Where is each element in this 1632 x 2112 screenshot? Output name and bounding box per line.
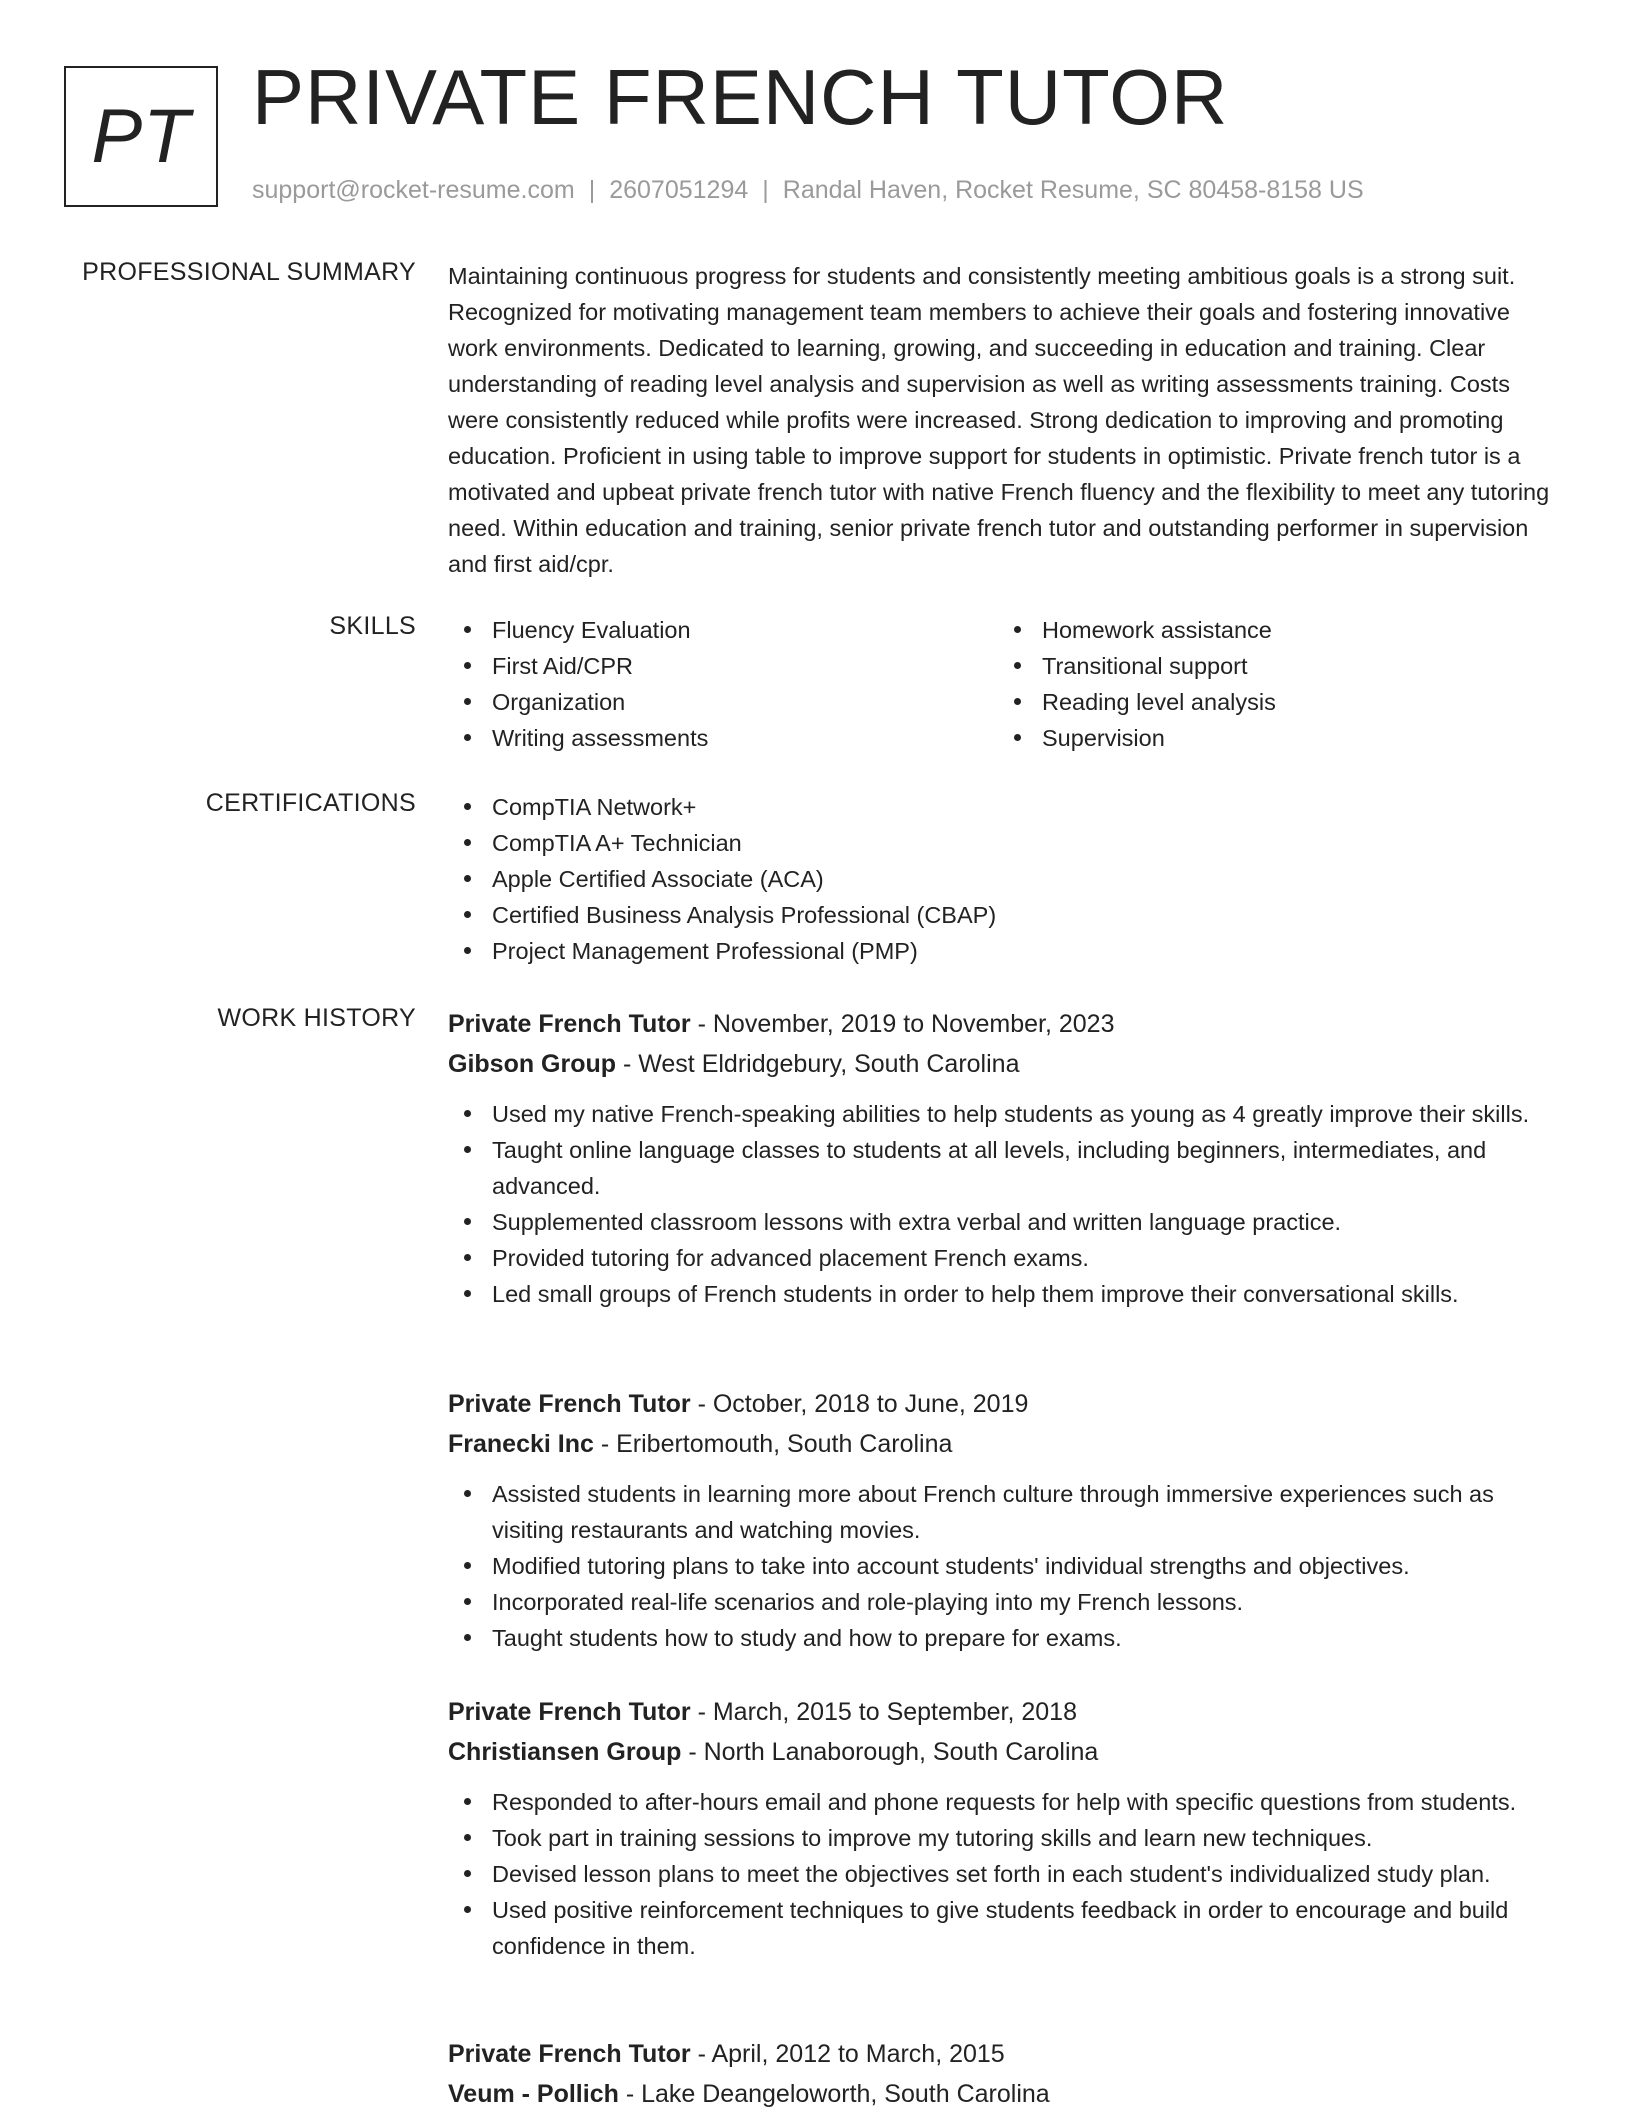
job-entry xyxy=(448,1004,1560,1312)
section-label-skills: SKILLS xyxy=(329,612,416,640)
skills-body xyxy=(448,612,1560,756)
skill-item: Supervision xyxy=(998,720,1548,756)
job-location: - North Lanaborough, South Carolina xyxy=(681,1738,1099,1766)
job-bullet: Provided tutoring for advanced placement French exams. xyxy=(448,1240,1560,1276)
job-bullets xyxy=(448,1096,1560,1312)
job-dates: - November, 2019 to November, 2023 xyxy=(690,1010,1115,1038)
job-company-line xyxy=(448,1424,1560,1464)
job-bullet: Used positive reinforcement techniques to give students feedback in order to encourage and build confidence in them. xyxy=(448,1892,1560,1964)
skills-list-right xyxy=(998,612,1548,756)
job-company-line xyxy=(448,1732,1560,1772)
job-company: Christiansen Group xyxy=(448,1738,682,1766)
job-title: Private French Tutor xyxy=(448,2040,691,2068)
job-company-line xyxy=(448,1044,1560,1084)
certifications-body xyxy=(448,789,1560,969)
contact-phone: 2607051294 xyxy=(609,176,749,204)
job-dates: - March, 2015 to September, 2018 xyxy=(690,1698,1077,1726)
skills-grid xyxy=(448,612,1560,756)
job-entry xyxy=(448,1384,1560,1656)
skill-item: Organization xyxy=(448,684,998,720)
section-label-summary: PROFESSIONAL SUMMARY xyxy=(82,258,416,286)
job-entry xyxy=(448,1692,1560,1964)
contact-line xyxy=(252,176,1364,205)
job-bullet: Assisted students in learning more about French culture through immersive experiences such as visiting restaurants and watching movies. xyxy=(448,1476,1560,1548)
skill-item: Reading level analysis xyxy=(998,684,1548,720)
monogram-initials: PT xyxy=(91,94,191,179)
job-company: Gibson Group xyxy=(448,1050,617,1078)
resume-name: PRIVATE FRENCH TUTOR xyxy=(252,53,1229,141)
job-title: Private French Tutor xyxy=(448,1390,691,1418)
monogram-box xyxy=(64,66,218,207)
skills-list-left xyxy=(448,612,998,756)
job-bullet: Supplemented classroom lessons with extra verbal and written language practice. xyxy=(448,1204,1560,1240)
job-bullet: Modified tutoring plans to take into account students' individual strengths and objectives. xyxy=(448,1548,1560,1584)
job-bullets xyxy=(448,1476,1560,1656)
skill-item: Fluency Evaluation xyxy=(448,612,998,648)
contact-separator: | xyxy=(588,176,596,204)
job-dates: - October, 2018 to June, 2019 xyxy=(690,1390,1029,1418)
job-title: Private French Tutor xyxy=(448,1010,691,1038)
summary-body xyxy=(448,258,1560,582)
contact-address: Randal Haven, Rocket Resume, SC 80458-8158 US xyxy=(782,176,1364,204)
job-bullets xyxy=(448,1784,1560,1964)
job-title-line xyxy=(448,1692,1560,1732)
job-bullet: Incorporated real-life scenarios and role-playing into my French lessons. xyxy=(448,1584,1560,1620)
job-location: - West Eldridgebury, South Carolina xyxy=(616,1050,1020,1078)
job-bullet: Used my native French-speaking abilities to help students as young as 4 greatly improve their skills. xyxy=(448,1096,1560,1132)
job-title: Private French Tutor xyxy=(448,1698,691,1726)
job-dates: - April, 2012 to March, 2015 xyxy=(690,2040,1005,2068)
job-location: - Eribertomouth, South Carolina xyxy=(593,1430,953,1458)
certification-item: CompTIA Network+ xyxy=(448,789,1560,825)
job-bullet: Devised lesson plans to meet the objectives set forth in each student's individualized study plan. xyxy=(448,1856,1560,1892)
job-bullet: Taught students how to study and how to prepare for exams. xyxy=(448,1620,1560,1656)
section-label-certifications: CERTIFICATIONS xyxy=(205,789,416,817)
job-title-line xyxy=(448,2034,1560,2074)
job-title-line xyxy=(448,1384,1560,1424)
job-entry xyxy=(448,2034,1560,2112)
job-company: Veum - Pollich xyxy=(448,2080,619,2108)
certification-item: Project Management Professional (PMP) xyxy=(448,933,1560,969)
job-bullet: Led small groups of French students in order to help them improve their conversational skills. xyxy=(448,1276,1560,1312)
contact-separator: | xyxy=(762,176,769,204)
certifications-list xyxy=(448,789,1560,969)
job-company: Franecki Inc xyxy=(448,1430,594,1458)
section-label-work-history: WORK HISTORY xyxy=(217,1004,416,1032)
job-location: - Lake Deangeloworth, South Carolina xyxy=(618,2080,1050,2108)
job-company-line xyxy=(448,2074,1560,2112)
certification-item: CompTIA A+ Technician xyxy=(448,825,1560,861)
contact-email[interactable]: support@rocket-resume.com xyxy=(252,176,575,204)
job-title-line xyxy=(448,1004,1560,1044)
job-bullet: Took part in training sessions to improve my tutoring skills and learn new techniques. xyxy=(448,1820,1560,1856)
skill-item: Homework assistance xyxy=(998,612,1548,648)
certification-item: Certified Business Analysis Professional (CBAP) xyxy=(448,897,1560,933)
job-bullet: Taught online language classes to students at all levels, including beginners, intermediates, and advanced. xyxy=(448,1132,1560,1204)
skill-item: Transitional support xyxy=(998,648,1548,684)
skill-item: Writing assessments xyxy=(448,720,998,756)
certification-item: Apple Certified Associate (ACA) xyxy=(448,861,1560,897)
skill-item: First Aid/CPR xyxy=(448,648,998,684)
summary-text: Maintaining continuous progress for students and consistently meeting ambitious goals is a strong suit. Recognized for motivating management team members to achieve their goals and fostering innovative work environments. Dedicated to learning, growing, and succeeding in education and training. Clear understanding of reading level analysis and supervision as well as writing assessments training. Costs were consistently reduced while profits were increased. Strong dedication to improving and promoting education. Proficient in using table to improve support for students in optimistic. Private french tutor is a motivated and upbeat private french tutor with native French fluency and the flexibility to meet any tutoring need. Within education and training, senior private french tutor and outstanding performer in supervision and first aid/cpr. xyxy=(448,263,1550,577)
job-bullet: Responded to after-hours email and phone requests for help with specific questions from students. xyxy=(448,1784,1560,1820)
